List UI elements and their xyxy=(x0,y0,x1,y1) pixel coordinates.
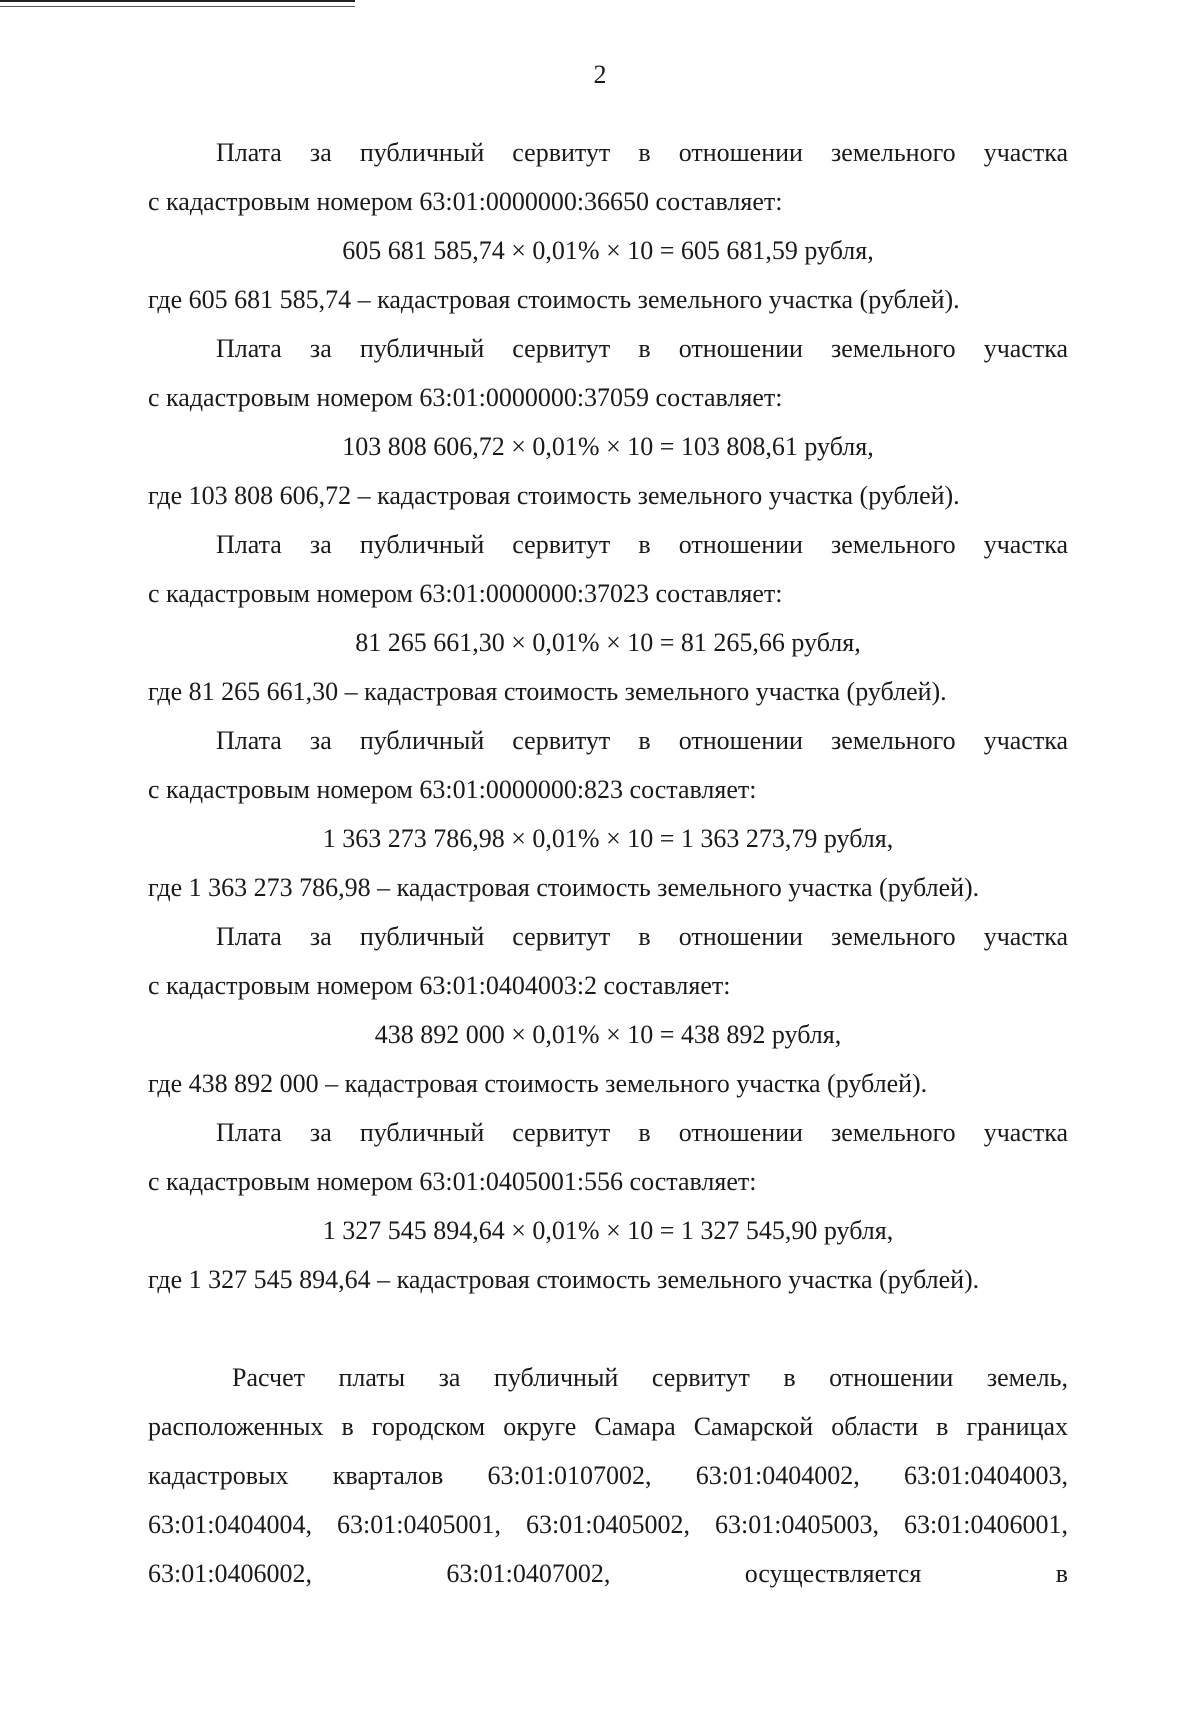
fee-block-note: где 1 363 273 786,98 – кадастровая стоимость земельного участка (рублей). xyxy=(148,873,980,902)
fee-block-cadastral: с кадастровым номером 63:01:0000000:37059 составляет: xyxy=(148,383,783,412)
fee-block xyxy=(148,716,1068,912)
fee-block-cadastral: с кадастровым номером 63:01:0000000:823 составляет: xyxy=(148,775,757,804)
paragraph-gap xyxy=(148,1304,1068,1353)
fee-block-note: где 103 808 606,72 – кадастровая стоимость земельного участка (рублей). xyxy=(148,481,960,510)
calculation-paragraph: Расчет платы за публичный сервитут в отношении земель, расположенных в городском округе Самара Самарской области в границах кадастровых кварталов 63:01:0107002, 63:01:0404002, 63:01:0404003, 63:01:0404004, 63:01:0405001, 63:01:0405002, 63:01:0405003, 63:01:0406001, 63:01:0406002, 63:01:0407002, осуществляется в xyxy=(148,1363,1068,1588)
fee-block-cadastral: с кадастровым номером 63:01:0405001:556 составляет: xyxy=(148,1167,757,1196)
fee-block-formula: 605 681 585,74 × 0,01% × 10 = 605 681,59 рубля, xyxy=(342,236,874,265)
fee-block-formula: 438 892 000 × 0,01% × 10 = 438 892 рубля, xyxy=(374,1020,842,1049)
fee-block-lead: Плата за публичный сервитут в отношении земельного участка xyxy=(216,726,1068,755)
fee-block xyxy=(148,324,1068,520)
fee-block xyxy=(148,520,1068,716)
fee-block-note: где 81 265 661,30 – кадастровая стоимость земельного участка (рублей). xyxy=(148,677,947,706)
fee-block-note: где 438 892 000 – кадастровая стоимость земельного участка (рублей). xyxy=(148,1069,928,1098)
fee-block-formula: 81 265 661,30 × 0,01% × 10 = 81 265,66 рубля, xyxy=(355,628,861,657)
fee-block-lead: Плата за публичный сервитут в отношении земельного участка xyxy=(216,922,1068,951)
fee-block-lead: Плата за публичный сервитут в отношении земельного участка xyxy=(216,1118,1068,1147)
scan-edge-mark xyxy=(0,0,355,7)
fee-block-lead: Плата за публичный сервитут в отношении земельного участка xyxy=(216,530,1068,559)
fee-block xyxy=(148,1108,1068,1304)
fee-block-cadastral: с кадастровым номером 63:01:0000000:37023 составляет: xyxy=(148,579,783,608)
page-number: 2 xyxy=(593,60,607,89)
fee-block-note: где 605 681 585,74 – кадастровая стоимость земельного участка (рублей). xyxy=(148,285,960,314)
fee-block-cadastral: с кадастровым номером 63:01:0000000:36650 составляет: xyxy=(148,187,783,216)
fee-block-lead: Плата за публичный сервитут в отношении земельного участка xyxy=(216,334,1068,363)
fee-block-formula: 1 327 545 894,64 × 0,01% × 10 = 1 327 545,90 рубля, xyxy=(322,1216,894,1245)
fee-block-formula: 1 363 273 786,98 × 0,01% × 10 = 1 363 273,79 рубля, xyxy=(322,824,894,853)
document-body xyxy=(148,128,1068,1598)
fee-block-lead: Плата за публичный сервитут в отношении земельного участка xyxy=(216,138,1068,167)
fee-block xyxy=(148,128,1068,324)
fee-block-cadastral: с кадастровым номером 63:01:0404003:2 составляет: xyxy=(148,971,731,1000)
fee-block-note: где 1 327 545 894,64 – кадастровая стоимость земельного участка (рублей). xyxy=(148,1265,980,1294)
fee-block-formula: 103 808 606,72 × 0,01% × 10 = 103 808,61 рубля, xyxy=(342,432,874,461)
fee-block xyxy=(148,912,1068,1108)
